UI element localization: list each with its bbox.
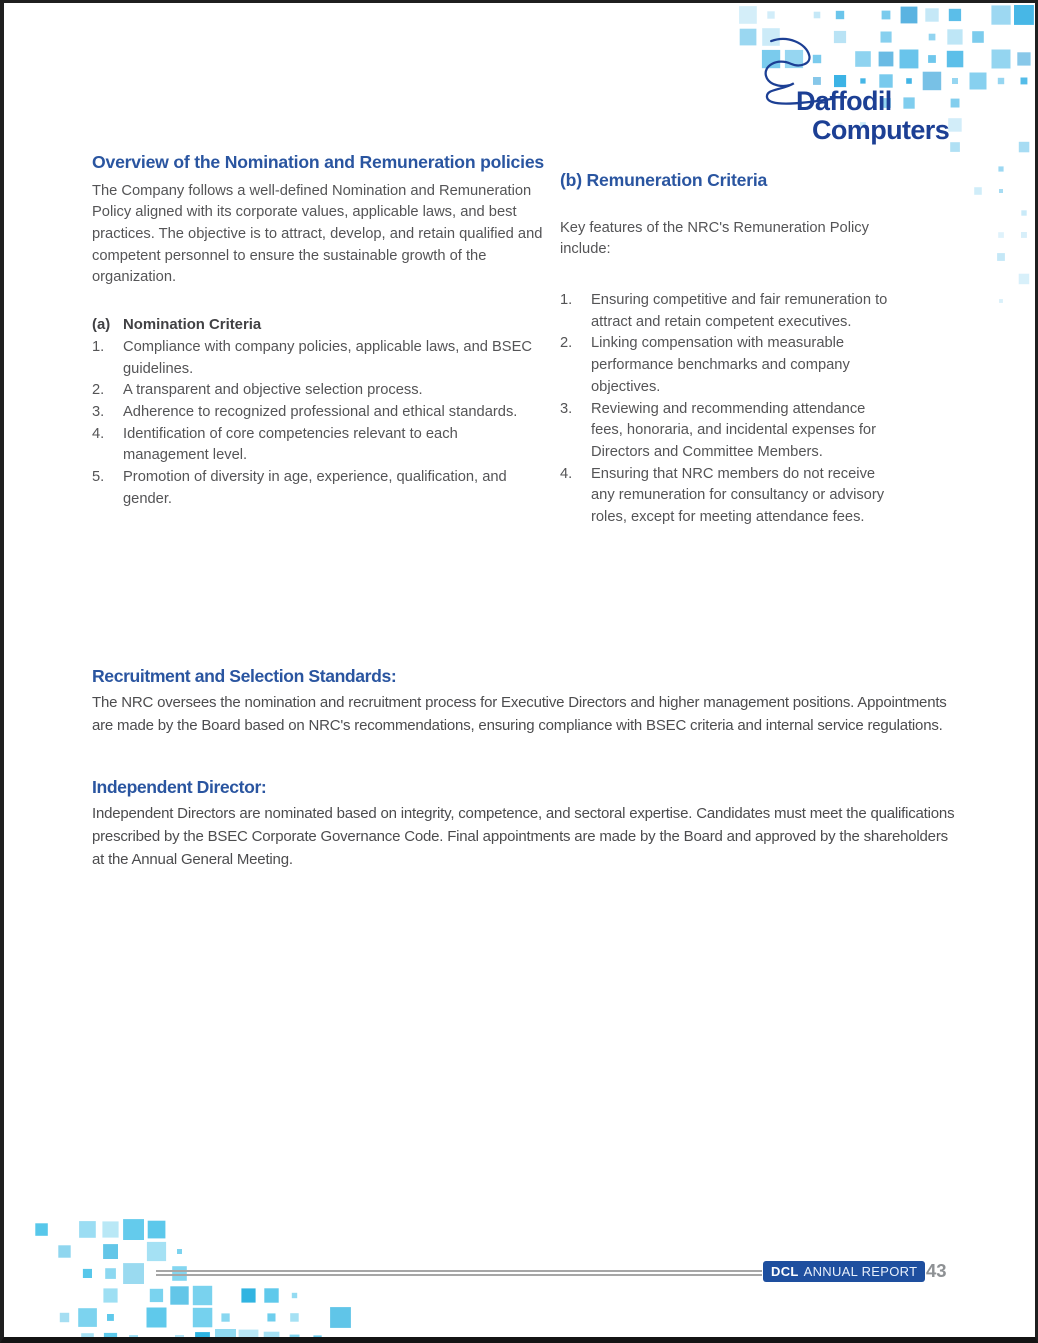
list-item-text: Linking compensation with measurable performance benchmarks and company objectives. — [591, 335, 850, 395]
page-number: 43 — [926, 1260, 947, 1281]
list-item-number: 1. — [92, 338, 105, 355]
logo-text-computers: Computers — [812, 115, 950, 145]
list-item — [560, 399, 905, 464]
list-item-text: Adherence to recognized professional and ethical standards. — [123, 403, 518, 420]
list-item — [560, 290, 905, 333]
nomination-criteria-heading — [92, 315, 544, 337]
list-item-number: 3. — [560, 400, 573, 417]
right-column — [560, 169, 905, 529]
nomination-criteria-title: Nomination Criteria — [123, 317, 262, 334]
daffodil-computers-logo — [754, 33, 1014, 158]
list-item-number: 4. — [560, 465, 573, 482]
nomination-criteria-label: (a) — [92, 317, 111, 334]
overview-heading: Overview of the Nomination and Remuneration policies — [92, 152, 545, 172]
independent-director-heading: Independent Director: — [92, 777, 267, 797]
list-item-text: Compliance with company policies, applicable laws, and BSEC guidelines. — [123, 338, 533, 377]
list-item-number: 3. — [92, 403, 105, 420]
list-item — [92, 424, 544, 467]
list-item — [560, 333, 905, 398]
nomination-criteria-list — [92, 337, 544, 511]
list-item-text: Promotion of diversity in age, experience, qualification, and gender. — [123, 469, 507, 507]
remuneration-criteria-list — [560, 290, 905, 529]
list-item — [560, 464, 905, 529]
list-item-number: 5. — [92, 469, 105, 486]
footer-badge-label: ANNUAL REPORT — [803, 1264, 918, 1279]
logo-text-daffodil: Daffodil — [796, 86, 892, 116]
footer-badge-brand: DCL — [771, 1264, 799, 1279]
remuneration-heading: (b) Remuneration Criteria — [560, 170, 768, 190]
footer-divider — [156, 1270, 762, 1276]
list-item — [92, 337, 544, 380]
overview-paragraph: The Company follows a well-defined Nomination and Remuneration Policy aligned with its corporate values, applicable laws, and best practices. The objective is to attract, develop, and retain qualified and competent personnel to ensure the sustainable growth of the organization. — [92, 182, 543, 286]
list-item-number: 4. — [92, 425, 105, 442]
list-item-text: Ensuring that NRC members do not receive any remuneration for consultancy or advisory roles, except for meeting attendance fees. — [591, 465, 885, 526]
list-item-text: Ensuring competitive and fair remuneration to attract and retain competent executives. — [591, 292, 888, 330]
list-item-number: 2. — [560, 335, 573, 352]
list-item — [92, 467, 544, 510]
list-item-text: Identification of core competencies relevant to each management level. — [123, 425, 458, 464]
list-item-number: 2. — [92, 382, 105, 399]
recruitment-paragraph: The NRC oversees the nomination and recruitment process for Executive Directors and higher management positions. Appointments are made by the Board based on NRC's recommendations, ensuring compliance with BSEC criteria and internal service regulations. — [92, 694, 947, 734]
footer-badge — [763, 1261, 925, 1282]
list-item-number: 1. — [560, 292, 573, 308]
recruitment-heading: Recruitment and Selection Standards: — [92, 666, 397, 686]
left-column — [92, 151, 544, 510]
list-item-text: A transparent and objective selection process. — [123, 382, 423, 399]
remuneration-intro: Key features of the NRC's Remuneration Policy include: — [560, 219, 869, 258]
list-item-text: Reviewing and recommending attendance fees, honoraria, and incidental expenses for Directors and Committee Members. — [591, 400, 876, 460]
independent-director-paragraph: Independent Directors are nominated based on integrity, competence, and sectoral expertise. Candidates must meet the qualifications prescribed by the BSEC Corporate Governance Code. Final appointments are made by the Board and approved by the shareholders at the Annual General Meeting. — [92, 805, 955, 868]
decor-squares-bottom-left — [4, 1187, 364, 1337]
list-item — [92, 380, 544, 402]
recruitment-section — [92, 665, 958, 738]
list-item — [92, 402, 544, 424]
independent-director-section — [92, 776, 962, 871]
